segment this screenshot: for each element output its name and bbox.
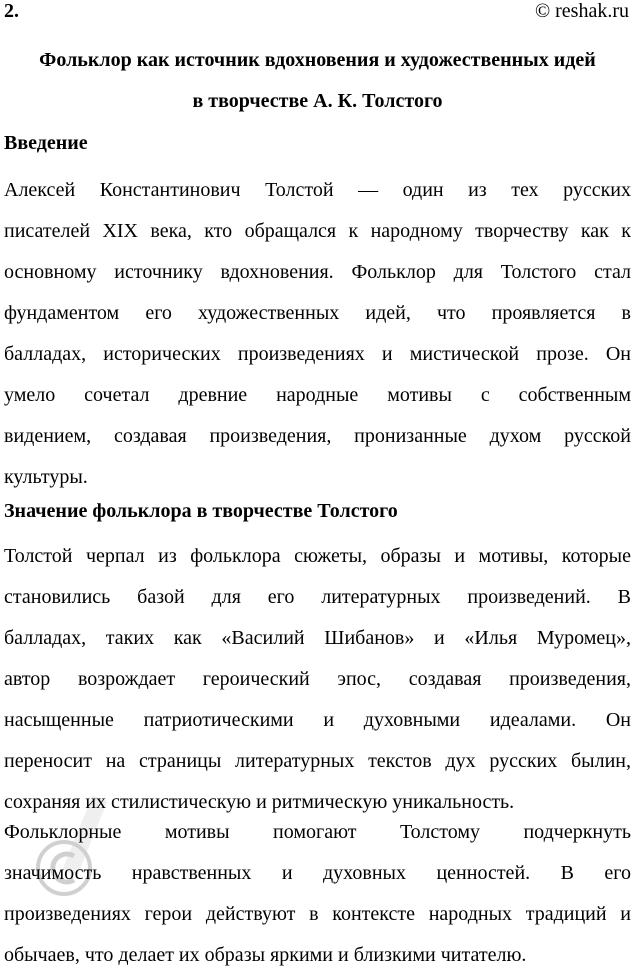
paragraph-line: переносит на страницы литературных текстов дух русских былин,	[4, 750, 631, 772]
paragraph-line: автор возрождает героический эпос, создавая произведения,	[4, 668, 631, 690]
paragraph-line: насыщенные патриотическими и духовными идеалами. Он	[4, 709, 631, 731]
paragraph-line: фундаментом его художественных идей, что проявляется в	[4, 302, 631, 324]
section-heading-meaning: Значение фольклора в творчестве Толстого	[4, 500, 398, 522]
document-title	[0, 40, 635, 122]
title-line-2: в творчестве А. К. Толстого	[192, 90, 443, 112]
paragraph-line: балладах, исторических произведениях и мистической прозе. Он	[4, 343, 631, 365]
paragraph-line: становились базой для его литературных произведений. В	[4, 586, 631, 608]
paragraph-line: значимость нравственных и духовных ценностей. В его	[4, 862, 631, 884]
paragraph-line: Толстой черпал из фольклора сюжеты, образы и мотивы, которые	[4, 545, 631, 567]
paragraph-line: писателей XIX века, кто обращался к народному творчеству как к	[4, 220, 631, 242]
paragraph-line: видением, создавая произведения, пронизанные духом русской	[4, 425, 631, 447]
paragraph-meaning	[4, 536, 631, 823]
paragraph-line: балладах, таких как «Василий Шибанов» и «Илья Муромец»,	[4, 627, 631, 649]
paragraph-line: обычаев, что делает их образы яркими и близкими читателю.	[4, 944, 527, 966]
title-line-1: Фольклор как источник вдохновения и художественных идей	[39, 49, 596, 71]
paragraph-line: сохраняя их стилистическую и ритмическую уникальность.	[4, 791, 515, 813]
task-number: 2.	[4, 0, 19, 22]
site-credit: © reshak.ru	[534, 0, 629, 22]
paragraph-intro	[4, 170, 631, 498]
paragraph-line: культуры.	[4, 466, 88, 488]
paragraph-line: умело сочетал древние народные мотивы с собственным	[4, 384, 631, 406]
paragraph-line: произведениях герои действуют в контексте народных традиций и	[4, 903, 631, 925]
paragraph-line: основному источнику вдохновения. Фольклор для Толстого стал	[4, 261, 631, 283]
section-heading-intro: Введение	[4, 132, 88, 154]
paragraph-line: Алексей Константинович Толстой — один из тех русских	[4, 179, 631, 201]
paragraph-line: Фольклорные мотивы помогают Толстому подчеркнуть	[4, 821, 631, 843]
paragraph-motifs	[4, 812, 631, 976]
